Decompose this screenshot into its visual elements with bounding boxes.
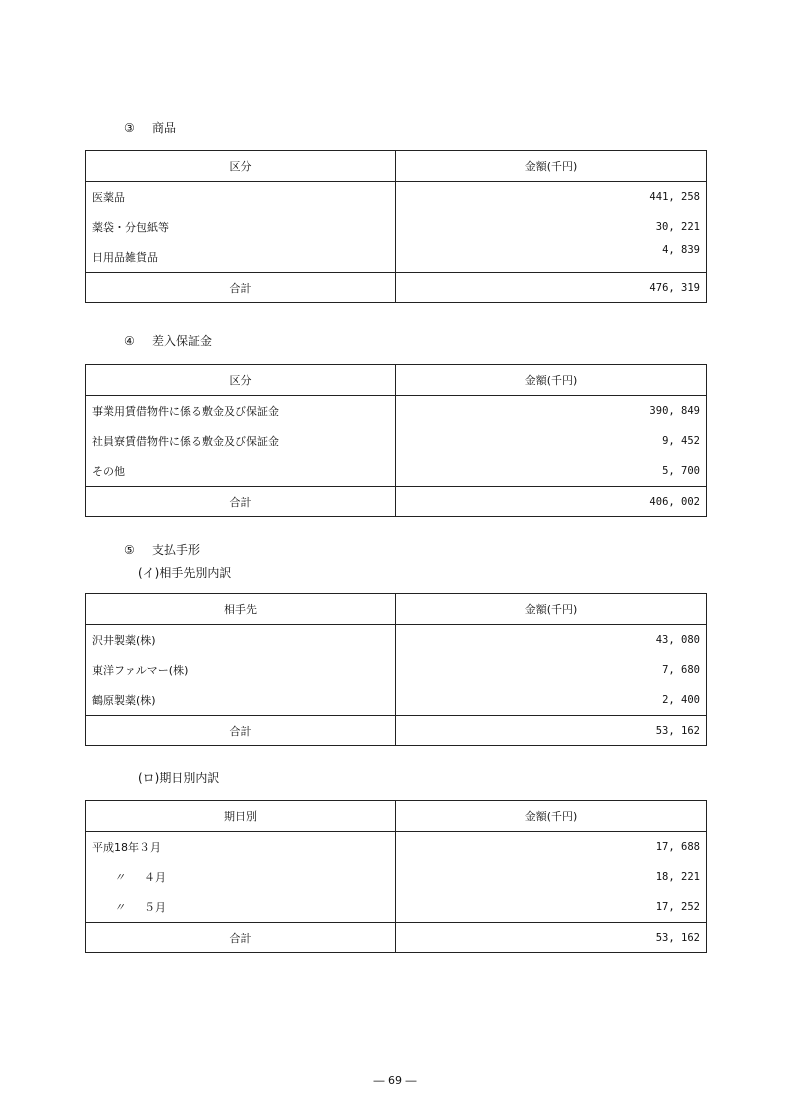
row-value: 18, 221 xyxy=(655,871,700,883)
row-label: 薬袋・分包紙等 xyxy=(92,221,169,234)
column-header-amount: 金額(千円) xyxy=(396,801,707,832)
column-header-amount: 金額(千円) xyxy=(396,594,707,625)
section-number: ⑤ xyxy=(124,543,135,557)
total-label: 合計 xyxy=(86,923,396,953)
subheading-by-due-date: (ロ)期日別内訳 xyxy=(138,771,220,785)
row-label: 医薬品 xyxy=(92,191,125,204)
column-header-category: 区分 xyxy=(86,365,396,396)
row-label: 事業用賃借物件に係る敷金及び保証金 xyxy=(92,405,279,418)
total-value: 53, 162 xyxy=(396,923,707,953)
row-value: 17, 252 xyxy=(655,901,700,913)
column-header-amount: 金額(千円) xyxy=(396,365,707,396)
subheading-by-partner: (イ)相手先別内訳 xyxy=(138,566,232,580)
row-label: 鶴原製薬(株) xyxy=(92,694,156,707)
row-value: 9, 452 xyxy=(662,435,700,447)
row-value: 17, 688 xyxy=(655,841,700,853)
total-row xyxy=(86,923,707,953)
deposits-table xyxy=(85,364,707,517)
table-header-row xyxy=(86,594,707,625)
section-title: 差入保証金 xyxy=(152,334,213,348)
section-title: 商品 xyxy=(152,121,177,135)
row-value: 30, 221 xyxy=(655,221,700,233)
row-label xyxy=(86,892,395,922)
row-label: 沢井製薬(株) xyxy=(92,634,156,647)
section-heading-notes xyxy=(124,541,200,558)
section-title: 支払手形 xyxy=(152,543,201,557)
row-value: 2, 400 xyxy=(662,694,700,706)
total-label: 合計 xyxy=(86,273,396,303)
column-header-category: 区分 xyxy=(86,151,396,182)
row-value: 390, 849 xyxy=(649,405,700,417)
total-label: 合計 xyxy=(86,487,396,517)
ditto-mark: 〃 xyxy=(114,901,125,914)
row-label: 東洋ファルマー(株) xyxy=(92,664,189,677)
row-label: その他 xyxy=(92,465,125,478)
notes-by-due-date-table xyxy=(85,800,707,953)
total-value: 476, 319 xyxy=(396,273,707,303)
row-month-label: ４月 xyxy=(144,871,166,884)
section-heading-goods xyxy=(124,119,176,136)
ditto-mark: 〃 xyxy=(114,871,125,884)
column-header-due-date: 期日別 xyxy=(86,801,396,832)
row-value: 5, 700 xyxy=(662,465,700,477)
column-header-amount: 金額(千円) xyxy=(396,151,707,182)
row-month-label: ５月 xyxy=(144,901,166,914)
total-row xyxy=(86,716,707,746)
table-header-row xyxy=(86,151,707,182)
row-value: 7, 680 xyxy=(662,664,700,676)
section-heading-deposits xyxy=(124,332,212,349)
section-number: ③ xyxy=(124,121,135,135)
section-number: ④ xyxy=(124,334,135,348)
total-label: 合計 xyxy=(86,716,396,746)
row-label: 社員寮賃借物件に係る敷金及び保証金 xyxy=(92,435,279,448)
total-value: 53, 162 xyxy=(396,716,707,746)
row-label xyxy=(86,832,395,862)
row-label xyxy=(86,862,395,892)
row-value: 43, 080 xyxy=(655,634,700,646)
notes-by-partner-table xyxy=(85,593,707,746)
total-value: 406, 002 xyxy=(396,487,707,517)
goods-table xyxy=(85,150,707,303)
page-number: ― 69 ― xyxy=(373,1074,417,1087)
table-header-row xyxy=(86,365,707,396)
row-month-label: 平成18年３月 xyxy=(92,841,161,854)
table-header-row xyxy=(86,801,707,832)
row-value: 4, 839 xyxy=(662,244,700,256)
total-row xyxy=(86,273,707,303)
row-label: 日用品雑貨品 xyxy=(92,251,158,264)
row-value: 441, 258 xyxy=(649,191,700,203)
column-header-partner: 相手先 xyxy=(86,594,396,625)
total-row xyxy=(86,487,707,517)
